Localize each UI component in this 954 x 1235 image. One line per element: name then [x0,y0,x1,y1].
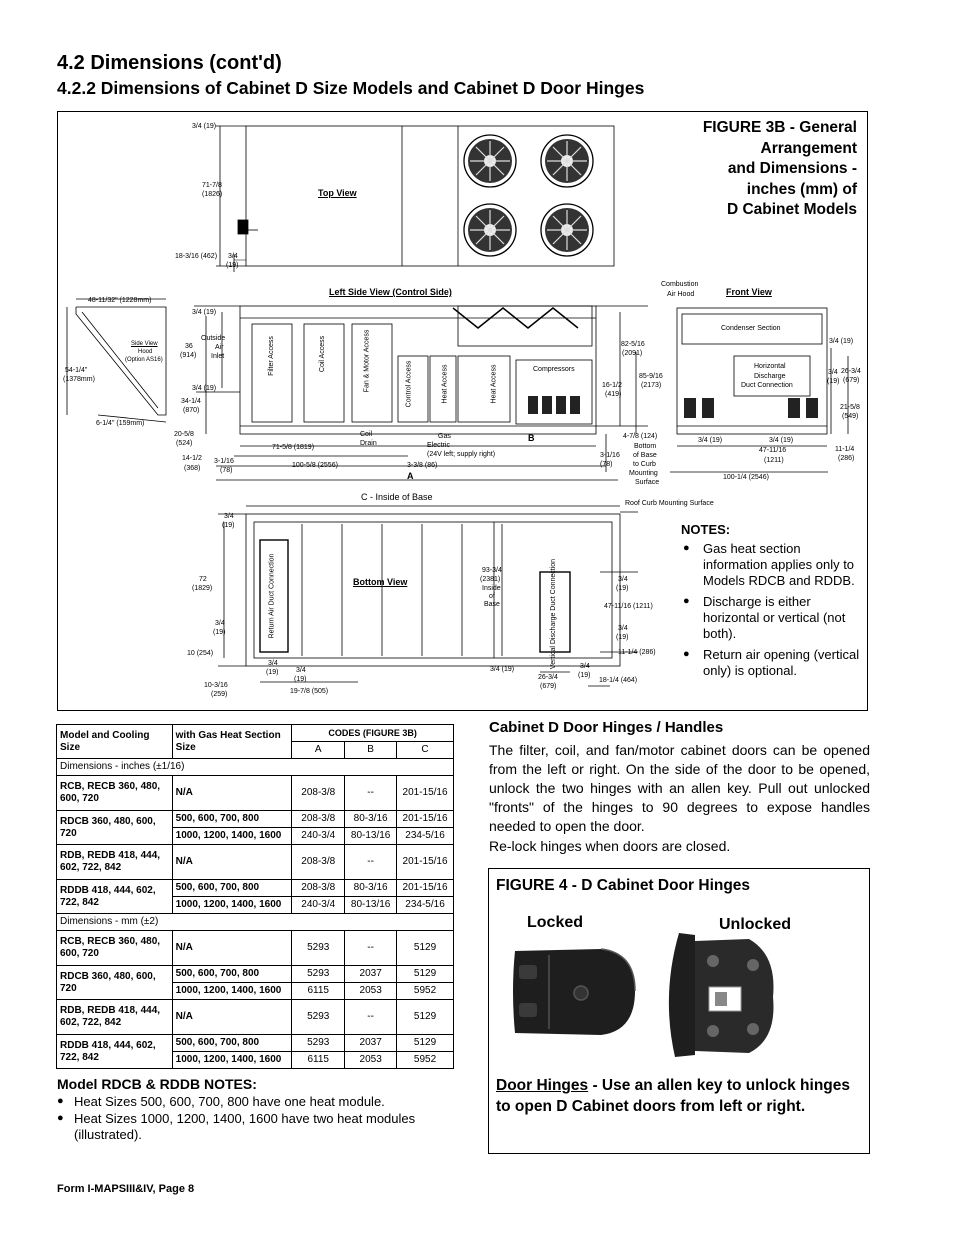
model-note-item: ● Heat Sizes 500, 600, 700, 800 have one heat module. [57,1094,457,1110]
dim-label: (1829) [192,585,213,592]
cell: 2053 [345,1052,397,1069]
dim-label: (2091) [622,350,643,357]
dim-label: (19) [827,378,840,385]
dim-label: Control Access [405,360,413,408]
dim-label: Surface [635,479,660,486]
figure-4-caption: FIGURE 4 - D Cabinet Door Hinges [496,877,751,894]
dim-label: Fan & Motor Access [363,329,371,393]
dim-label: 85-9/16 [639,373,663,380]
figure-3b [57,111,868,711]
dim-label: 34-1/4 [181,398,201,405]
dim-label: 47-11/16 [759,447,787,454]
dim-label: 14-1/2 [182,455,202,462]
notes-heading: NOTES: [681,522,731,537]
dim-label: Inlet [211,353,225,360]
locked-hinge-image [509,941,639,1041]
cell: N/A [172,845,292,880]
model-notes-heading: Model RDCB & RDDB NOTES: [57,1076,257,1092]
dim-label: 19-7/8 (505) [290,688,329,695]
table-row [57,1000,454,1035]
cell: 5293 [292,1035,345,1052]
cell: -- [345,776,397,811]
cell: RCB, RECB 360, 480, 600, 720 [57,776,173,811]
dim-label: 16-1/2 [602,382,622,389]
dim-label: (19) [294,676,307,683]
dim-label: 3/4 [224,513,234,520]
dim-label: B [528,433,535,443]
dim-label: Discharge [754,373,786,380]
dim-label: 3/4 [215,620,225,627]
table-header-row [57,725,454,742]
dim-label: 3/4 (19) [192,385,217,392]
note-item: ● Gas heat section information applies only to Models RDCB and RDDB. [681,541,861,589]
col-header: B [345,742,397,759]
cell: -- [345,845,397,880]
cell: 80-3/16 [345,811,397,828]
dim-label: (419) [605,391,622,398]
cell: 208-3/8 [292,811,345,828]
cell: RDCB 360, 480, 600, 720 [57,966,173,1000]
dim-label: to Curb [633,461,656,468]
dim-label: (19) [222,522,235,529]
cell: 240-3/4 [292,897,345,914]
side-view-title: Side View [131,341,158,347]
cell: 208-3/8 [292,880,345,897]
cell: 208-3/8 [292,776,345,811]
cell: 234-5/16 [397,897,454,914]
cell: RDDB 418, 444, 602, 722, 842 [57,1035,173,1069]
dim-label: 3/4 [828,369,838,376]
cell: N/A [172,1000,292,1035]
cell: 201-15/16 [397,880,454,897]
dim-label: Roof Curb Mounting Surface [625,500,714,507]
cell: 2037 [345,1035,397,1052]
dim-label: 100-1/4 (2546) [723,474,769,481]
dim-label: (2381) [480,576,501,583]
cell: 80-13/16 [345,828,397,845]
dim-label: Combustion [661,281,699,288]
cell: 1000, 1200, 1400, 1600 [172,1052,292,1069]
dim-label: 82-5/16 [621,341,645,348]
dim-label: Mounting [629,470,658,477]
dim-label: 3/4 [580,663,590,670]
dim-label: (2173) [641,382,662,389]
section-row: Dimensions - mm (±2) [57,914,454,931]
dim-label: 18-3/16 (462) [175,253,218,260]
dim-label: Coil [360,431,373,438]
dim-label: 3/4 [296,667,306,674]
col-header: C [397,742,454,759]
dim-label: 3/4 [618,576,628,583]
dim-label: Heat Access [490,364,498,404]
dim-label: 3/4 (19) [192,309,217,316]
cell: 500, 600, 700, 800 [172,1035,292,1052]
cell: 6115 [292,1052,345,1069]
cell: 2037 [345,966,397,983]
cell: RDDB 418, 444, 602, 722, 842 [57,880,173,914]
page-footer: Form I-MAPSIII&IV, Page 8 [57,1183,195,1195]
dim-label: Condenser Section [721,325,781,332]
dim-label: of [489,593,495,600]
dim-label: Coil Access [319,335,327,373]
left-side-view [194,306,648,480]
note-item: ● Discharge is either horizontal or vertical (not both). [681,594,861,642]
cell: 201-15/16 [397,811,454,828]
dim-label: 93-3/4 [482,567,502,574]
dim-label: (19) [226,262,239,269]
cell: 6115 [292,983,345,1000]
cell: 2053 [345,983,397,1000]
unlocked-label: Unlocked [719,916,792,933]
section-row: Dimensions - inches (±1/16) [57,759,454,776]
figure-3b-caption: FIGURE 3B - General Arrangement and Dimensions - inches (mm) of D Cabinet Models [702,119,857,218]
dim-label: 72 [199,576,207,583]
dim-label: 36 [185,343,193,350]
dim-label: Electric [427,442,450,449]
col-header: A [292,742,345,759]
cell: 5952 [397,983,454,1000]
locked-label: Locked [527,914,584,931]
dim-label: (286) [838,455,855,462]
dim-label: (679) [540,683,557,690]
dim-label: (549) [842,413,859,420]
cell: 500, 600, 700, 800 [172,880,292,897]
table-row [57,1035,454,1052]
dim-label: 3-1/16 [600,452,620,459]
table-row [57,776,454,811]
table-row [57,880,454,897]
dim-label: 26-3/4 [841,368,861,375]
dim-label: (1826) [202,191,223,198]
section-title: 4.2 Dimensions (cont'd) [57,52,282,74]
dim-label: A [407,471,414,481]
cell: 5293 [292,931,345,966]
dim-label: 18-1/4 (464) [599,677,638,684]
dim-label: Compressors [533,366,575,373]
door-hinges-text [496,1075,866,1117]
cell: RDB, REDB 418, 444, 602, 722, 842 [57,845,173,880]
section-subtitle: 4.2.2 Dimensions of Cabinet D Size Models and Cabinet D Door Hinges [57,78,645,98]
table-row [57,845,454,880]
cell: 201-15/16 [397,845,454,880]
bottom-view-title: Bottom View [353,577,408,587]
cell: 80-3/16 [345,880,397,897]
dim-label: (870) [183,407,200,414]
dim-label: 3/4 (19) [192,123,217,130]
dim-label: (19) [578,672,591,679]
dim-label: (19) [266,669,279,676]
hinges-paragraph-2: Re-lock hinges when doors are closed. [489,838,731,854]
door-hinges-term: Door Hinges [496,1077,589,1094]
dim-label: (1378mm) [63,376,95,383]
cell: 1000, 1200, 1400, 1600 [172,983,292,1000]
model-note-item: ● Heat Sizes 1000, 1200, 1400, 1600 have two heat modules (illustrated). [57,1111,457,1143]
dim-label: Air [215,344,224,351]
dim-label: 10-3/16 [204,682,228,689]
dim-label: (1211) [764,457,784,464]
cell: RDB, REDB 418, 444, 602, 722, 842 [57,1000,173,1035]
dim-label: (78) [600,461,613,468]
dim-label: (368) [184,465,201,472]
cell: N/A [172,776,292,811]
dim-label: Horizontal [754,363,786,370]
dim-label: Filter Access [267,336,275,376]
cell: -- [345,931,397,966]
dim-label: (24V left; supply right) [427,451,496,458]
dim-label: (78) [220,467,233,474]
cell: 5129 [397,1000,454,1035]
dim-label: 3/4 [228,253,238,260]
dim-label: (914) [180,352,197,359]
bottom-view [218,506,638,686]
dim-label: 20-5/8 [174,431,194,438]
dim-label: Hood [138,349,153,355]
cell: 5293 [292,1000,345,1035]
table-row [57,811,454,828]
dim-label: Drain [360,440,377,447]
dim-label: (19) [616,634,629,641]
cell: -- [345,1000,397,1035]
top-view-title: Top View [318,188,357,198]
dim-label: 54-1/4" [65,367,88,374]
dim-label: 3/4 [618,625,628,632]
cell: RDCB 360, 480, 600, 720 [57,811,173,845]
dim-label: Duct Connection [741,382,793,389]
dim-label: Air Hood [667,291,695,298]
dim-label: 3/4 [268,660,278,667]
cell: 201-15/16 [397,776,454,811]
dim-label: Vertical Discharge Duct Connection [550,558,558,670]
cell: 208-3/8 [292,845,345,880]
dim-label: 71-5/8 (1819) [272,444,315,451]
dim-label: 3/4 (19) [769,437,794,444]
cell: N/A [172,931,292,966]
front-view-title: Front View [726,287,772,297]
dim-label: of Base [633,452,657,459]
cell: 500, 600, 700, 800 [172,966,292,983]
dim-label: Bottom [634,443,657,450]
dim-label: 26-3/4 [538,674,558,681]
col-header: Model and Cooling Size [57,725,173,759]
dim-label: (19) [616,585,629,592]
dim-label: 6-1/4" (159mm) [96,420,145,427]
dim-label: C - Inside of Base [361,492,433,502]
dim-label: Gas [438,433,451,440]
dim-label: 3/4 (19) [829,338,854,345]
note-item: ● Return air opening (vertical only) is optional. [681,647,861,679]
dim-label: 3/4 (19) [490,666,515,673]
model-notes [57,1076,457,1144]
dim-label: 21-5/8 [840,404,860,411]
dim-label: 4-7/8 (124) [623,433,658,440]
cell: 1000, 1200, 1400, 1600 [172,828,292,845]
hinges-heading: Cabinet D Door Hinges / Handles [489,719,724,736]
dim-label: Heat Access [441,364,449,404]
dim-label: Inside [482,585,501,592]
dim-label: (Option AS16) [125,357,163,363]
dim-label: 10 (254) [187,650,214,657]
cell: 5129 [397,966,454,983]
dim-label: (524) [176,440,193,447]
cell: 5293 [292,966,345,983]
dim-label: 3-1/16 [214,458,234,465]
door-hinges-description: - Use an allen key to unlock hinges to open D Cabinet doors from left or right. [496,1077,851,1115]
dim-label: 3/4 (19) [698,437,723,444]
cell: 500, 600, 700, 800 [172,811,292,828]
dim-label: (259) [211,691,228,698]
dim-label: 100-5/8 (2556) [292,462,338,469]
figure-notes [681,522,861,684]
left-side-view-title: Left Side View (Control Side) [329,287,452,297]
cell: 234-5/16 [397,828,454,845]
cell: 1000, 1200, 1400, 1600 [172,897,292,914]
unlocked-hinge-image [661,931,781,1061]
dim-label: 71-7/8 [202,182,222,189]
cell: 5129 [397,931,454,966]
dim-label: (19) [213,629,226,636]
table-row [57,931,454,966]
dim-label: 48-11/32" (1228mm) [88,297,152,304]
hinges-paragraph: The filter, coil, and fan/motor cabinet doors can be opened from the left or right. On the side of the door to be opened, unlock the two hinges with an allen key. Pull out unlocked "fronts" of the hinges to 90 degrees to expose handles needed to open the door. [489,742,870,834]
table-row [57,966,454,983]
col-header: with Gas Heat Section Size [172,725,292,759]
dimensions-table [56,724,454,1069]
dim-label: 3-3/8 (86) [407,462,438,469]
dim-label: Outside [201,335,226,342]
dim-label: Base [484,601,500,608]
cell: 240-3/4 [292,828,345,845]
cell: 80-13/16 [345,897,397,914]
figure-4 [488,868,870,1154]
dim-label: 11-1/4 [835,446,855,453]
cell: 5952 [397,1052,454,1069]
dim-label: 47-11/16 (1211) [604,603,653,610]
cell: 5129 [397,1035,454,1052]
dim-label: 11-1/4 (286) [618,649,656,656]
col-header: CODES (FIGURE 3B) [292,725,454,742]
dim-label: (679) [843,377,860,384]
cell: RCB, RECB 360, 480, 600, 720 [57,931,173,966]
dim-label: Return Air Duct Connection [268,553,276,639]
